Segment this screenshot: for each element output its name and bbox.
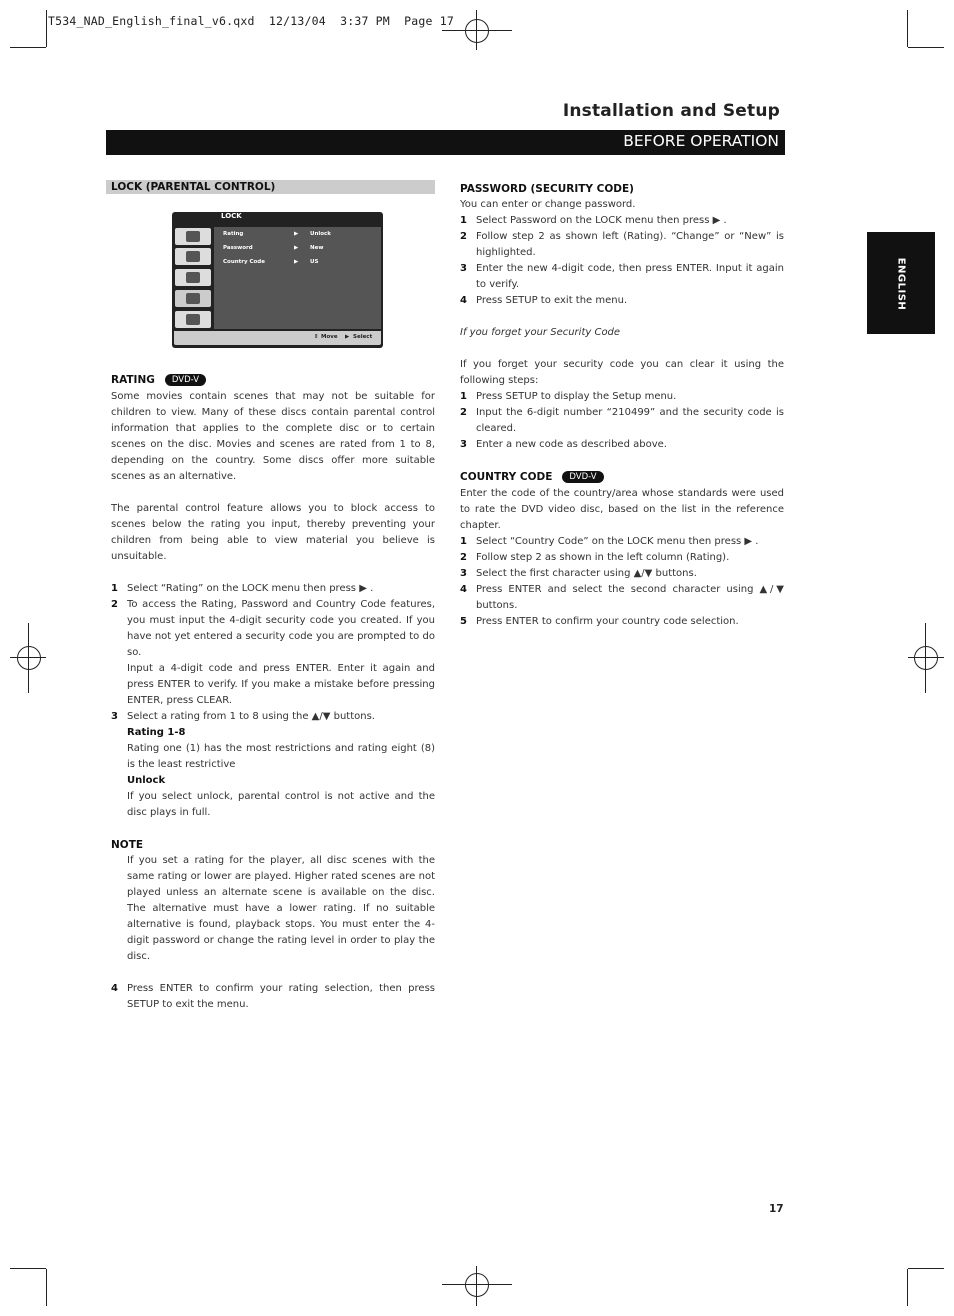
lock-menu-title: LOCK — [221, 212, 242, 220]
rating-step: 2 To access the Rating, Password and Country Code features, you must input the 4-digit security code you created. If you have not yet entered a security code you are prompted to do so. — [111, 599, 435, 658]
rating-range-text: Rating one (1) has the most restrictions and rating eight (8) is the least restrictive — [127, 743, 435, 770]
arrow-right-icon: ▶ — [345, 334, 350, 340]
country-step: 4 Press ENTER and select the second character using ▲/▼ buttons. — [460, 584, 784, 611]
lock-menu-panel — [214, 227, 381, 329]
arrow-right-icon: ▶ — [294, 231, 299, 237]
lock-heading: LOCK (PARENTAL CONTROL) — [106, 180, 435, 194]
forget-code-heading: If you forget your Security Code — [460, 327, 621, 338]
password-heading: PASSWORD (SECURITY CODE) — [460, 183, 634, 195]
country-step: 3 Select the first character using ▲/▼ buttons. — [460, 568, 697, 579]
menu-row-value: US — [310, 259, 319, 265]
password-step: 4 Press SETUP to exit the menu. — [460, 295, 628, 306]
crop-mark — [907, 10, 908, 47]
rating-step: 4 Press ENTER to confirm your rating selection, then press SETUP to exit the menu. — [111, 983, 435, 1010]
rating-step: 1 Select “Rating” on the LOCK menu then press ▶ . — [111, 583, 374, 594]
arrow-right-icon: ▶ — [294, 245, 299, 251]
menu-row-value: New — [310, 245, 324, 251]
crop-mark — [908, 1268, 944, 1269]
right-column — [460, 181, 784, 630]
lock-menu-screen — [172, 212, 383, 348]
unlock-text: If you select unlock, parental control is not active and the disc plays in full. — [127, 791, 435, 818]
crop-mark — [46, 10, 47, 47]
rating-paragraph: The parental control feature allows you to block access to scenes below the rating you input, thereby preventing your children from being able to view material you believe is unsuitable. — [111, 503, 435, 562]
menu-tab-icon — [175, 269, 211, 286]
menu-tab-icon — [175, 228, 211, 245]
rating-section — [111, 372, 435, 1013]
language-tab-label: ENGLISH — [895, 257, 907, 311]
rating-paragraph: Some movies contain scenes that may not be suitable for children to view. Many of these discs contain parental control information that applies to the complete disc or to certain scenes on the disc. Movies and scenes are rated from 1 to 8, depending on the country. Some discs offer more suitable scenes as an alternative. — [111, 391, 435, 482]
left-column — [106, 180, 435, 194]
crop-mark — [907, 1269, 908, 1306]
lock-tab-icon — [175, 290, 211, 307]
unlock-heading: Unlock — [127, 775, 166, 786]
rating-step: 3 Select a rating from 1 to 8 using the ▲/▼ buttons. — [111, 711, 375, 722]
forget-step: 3 Enter a new code as described above. — [460, 439, 667, 450]
dvd-v-badge: DVD-V — [165, 374, 206, 386]
menu-row-label: Country Code — [223, 259, 265, 265]
menu-row-value: Unlock — [310, 231, 331, 237]
forget-step: 2 Input the 6-digit number “210499” and the security code is cleared. — [460, 407, 784, 434]
menu-tab-icon — [175, 311, 211, 328]
language-tab — [867, 232, 935, 334]
rating-step-detail: Input a 4-digit code and press ENTER. Enter it again and press ENTER to verify. If you make a mistake before pressing ENTER, press CLEAR. — [127, 663, 435, 706]
password-step: 3 Enter the new 4-digit code, then press ENTER. Input it again to verify. — [460, 263, 784, 290]
crop-mark — [10, 1268, 46, 1269]
country-step: 5 Press ENTER to confirm your country code selection. — [460, 616, 739, 627]
section-bar — [106, 130, 785, 155]
note-heading: NOTE — [111, 839, 144, 851]
section-title: BEFORE OPERATION — [623, 132, 779, 150]
arrow-right-icon: ▶ — [294, 259, 299, 265]
rating-heading: RATING — [111, 374, 155, 386]
country-intro: Enter the code of the country/area whose standards were used to rate the DVD video disc, based on the list in the reference chapter. — [460, 488, 784, 531]
rating-range-heading: Rating 1-8 — [127, 727, 186, 738]
footer-select: Select — [353, 334, 373, 340]
menu-tab-icon — [175, 248, 211, 265]
updown-icon: ⇕ — [314, 334, 319, 340]
password-step: 1 Select Password on the LOCK menu then press ▶ . — [460, 215, 727, 226]
password-step: 2 Follow step 2 as shown left (Rating). “Change” or “New” is highlighted. — [460, 231, 784, 258]
page-title: Installation and Setup — [562, 101, 780, 121]
forget-step: 1 Press SETUP to display the Setup menu. — [460, 391, 677, 402]
page-number: 17 — [769, 1203, 784, 1215]
crop-mark — [46, 1269, 47, 1306]
crop-mark — [908, 47, 944, 48]
password-intro: You can enter or change password. — [460, 199, 636, 210]
file-header: T534_NAD_English_final_v6.qxd 12/13/04 3:37 PM Page 17 — [48, 14, 455, 28]
country-code-heading: COUNTRY CODE — [460, 471, 553, 483]
menu-row-label: Rating — [223, 231, 244, 237]
note-text: If you set a rating for the player, all disc scenes with the same rating or lower are played. Higher rated scenes are not played unless an alternate scene is available on the disc. The alternative must have a lower rating. If no suitable alternative is found, playback stops. You must enter the 4-digit password or change the rating level in order to play the disc. — [127, 855, 435, 962]
lock-menu-footer — [174, 331, 381, 345]
forget-code-text: If you forget your security code you can clear it using the following steps: — [460, 359, 784, 386]
country-step: 2 Follow step 2 as shown in the left column (Rating). — [460, 552, 730, 563]
crop-mark — [10, 47, 46, 48]
country-step: 1 Select “Country Code” on the LOCK menu then press ▶ . — [460, 536, 759, 547]
dvd-v-badge: DVD-V — [562, 471, 603, 483]
footer-move: Move — [321, 334, 338, 340]
menu-row-label: Password — [223, 245, 253, 251]
